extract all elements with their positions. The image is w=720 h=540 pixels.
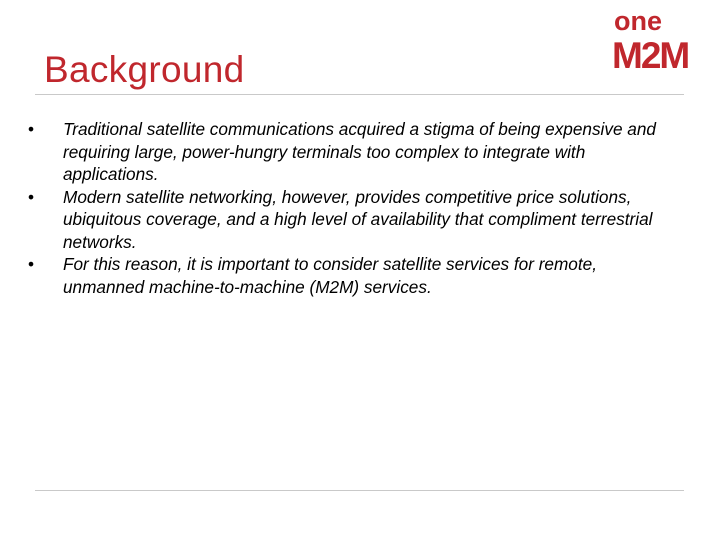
bullet-item [28,118,668,186]
bullet-text: Traditional satellite communications acquired a stigma of being expensive and requiring large, power-hungry terminals too complex to integrate with applications. [63,119,656,184]
bullet-item [28,186,668,254]
bullet-text: For this reason, it is important to consider satellite services for remote, unmanned machine-to-machine (M2M) services. [63,254,597,297]
bullet-marker: • [28,119,35,139]
logo-one-text: one [614,6,663,36]
onem2m-logo [612,6,708,72]
bullet-list [28,118,668,298]
footer-divider [35,490,684,491]
bullet-item [28,253,668,298]
slide-title: Background [44,49,245,90]
logo-m2m-text: M2M [612,35,689,72]
bullet-marker: • [28,186,35,207]
bullet-text: Modern satellite networking, however, provides competitive price solutions, ubiquitous coverage, and a high level of availability that compliment terrestrial networks. [63,186,653,252]
bullet-marker: • [28,254,35,274]
title-divider [35,94,684,95]
